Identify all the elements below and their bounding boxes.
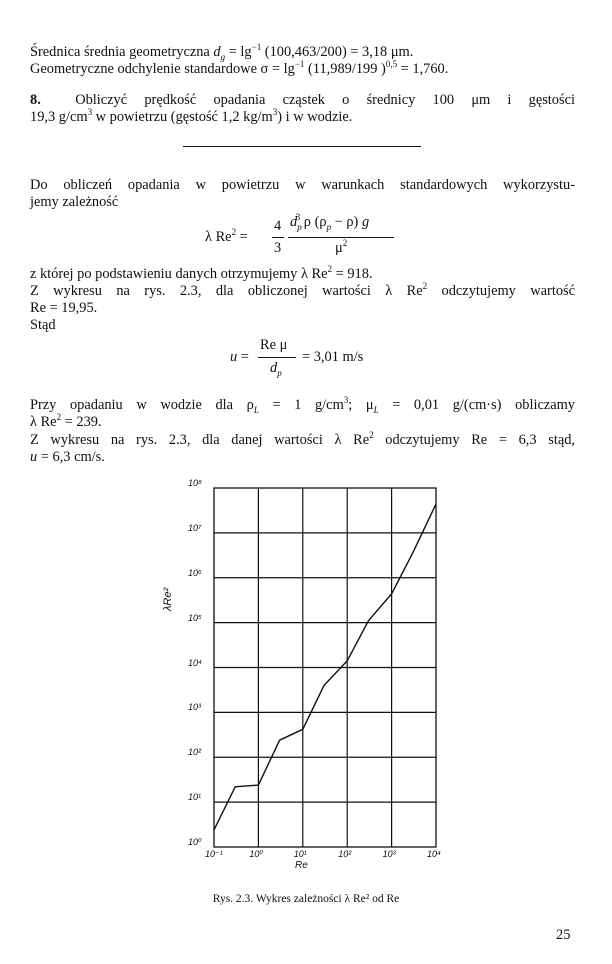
text-line-read-chart: Z wykresu na rys. 2.3, dla obliczonej wartości λ Re$^2$ odczytujemy wartość (30, 281, 575, 299)
y-axis-label: λRe² (162, 587, 174, 611)
eq1-numerator: $d_p^3$ ρ $(\rho_p - \rho)$ g (290, 212, 370, 232)
y-tick-label: 10⁵ (188, 612, 202, 623)
x-tick-label: 10⁻¹ (205, 849, 223, 859)
text-line-intro: Do obliczeń opadania w powietrzu w warunkach standardowych wykorzystu- (30, 177, 575, 193)
task-8-line1: 8. Obliczyć prędkość opadania cząstek o średnicy 100 μm i gęstości (30, 92, 575, 108)
text-line-water: Przy opadaniu w wodzie dla $\rho_L = 1$ $g/cm^3$; $\mu_L = 0,01$ g/(cm·s) obliczamy (30, 395, 576, 415)
x-tick-label: 10⁴ (427, 849, 441, 859)
figure-caption: Rys. 2.3. Wykres zależności λ Re² od Re (212, 893, 400, 905)
text-line-read-chart-water: Z wykresu na rys. 2.3, dla danej wartości λ Re$^2$ odczytujemy Re = 6,3 stąd, (30, 430, 575, 448)
y-tick-label: 10⁶ (188, 567, 202, 578)
eq1-coef-num: 4 (274, 218, 282, 234)
text-line-u-water: u = 6,3 cm/s. (30, 449, 105, 465)
x-tick-label: 10⁰ (249, 849, 264, 859)
eq2-denominator: $d_p$ (270, 360, 282, 378)
eq1-coef-den: 3 (274, 240, 282, 256)
y-tick-label: 10³ (188, 702, 202, 713)
task-8-line2: 19,3 $g/cm^3$ w powietrzu (gęstość 1,2 $kg/m^3$) i w wodzie. (30, 107, 353, 125)
x-tick-label: 10¹ (293, 849, 307, 859)
page-number: 25 (556, 927, 571, 943)
text-line-stad: Stąd (30, 317, 56, 333)
text-line-std-deviation: Geometryczne odchylenie standardowe $\sigma = \lg^{-1} (11,989/199$ )$^{0,5}$ = 1,760. (30, 59, 449, 77)
eq1-denominator: $\mu^2$ (335, 238, 348, 256)
chart-grid (214, 488, 436, 847)
text-line-re-value: Re = 19,95. (30, 300, 98, 316)
text-line-result-918: z której po podstawieniu danych otrzymujemy λ $Re^2 = 918$. (30, 264, 373, 282)
task-number: 8. (30, 92, 41, 108)
x-tick-label: 10³ (382, 849, 396, 859)
text-line-mean-diameter: Średnica średnia geometryczna $d_g = \lg^{-1} (100,463/200) = 3,18$ μm. (30, 42, 414, 62)
eq1-lhs: λ $Re^2$ = (205, 227, 248, 245)
y-tick-label: 10⁷ (188, 522, 202, 533)
y-tick-label: 10⁸ (188, 478, 202, 488)
y-tick-label: 10⁴ (188, 657, 202, 668)
y-tick-label: 10⁰ (188, 837, 202, 847)
y-tick-label: 10¹ (188, 792, 202, 803)
eq2-numerator: Re μ (260, 337, 288, 353)
text-line-intro-cont: jemy zależność (30, 194, 119, 210)
x-axis-label: Re (295, 860, 308, 871)
x-tick-label: 10² (338, 849, 352, 859)
text-line-result-239: λ $Re^2 = 239$. (30, 412, 102, 430)
y-tick-label: 10² (188, 747, 202, 758)
eq2-rhs: = 3,01 m/s (302, 349, 364, 365)
eq2-lhs: u = (230, 349, 249, 365)
